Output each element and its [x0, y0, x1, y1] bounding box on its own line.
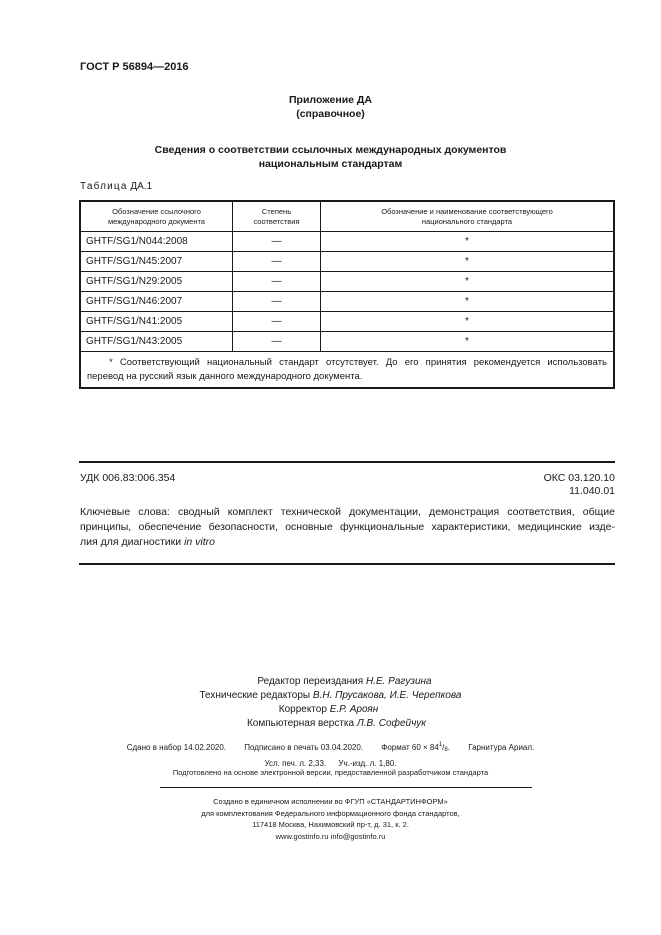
header-col1-line2: международного документа [108, 216, 205, 226]
pub-format-num: 1 [438, 742, 443, 748]
footnote-line-2: перевод на русский язык данного международного документа. [87, 371, 363, 382]
credit-layout [6, 717, 661, 731]
cell-degree: — [233, 252, 321, 272]
imprint-block [0, 796, 661, 842]
email-link[interactable]: info@gostinfo.ru [330, 831, 386, 841]
credit-editor-role: Редактор переиздания [257, 676, 364, 687]
credit-corrector [0, 703, 659, 717]
table-footnote [80, 352, 614, 389]
keywords-block [80, 505, 615, 550]
header-degree [233, 201, 321, 232]
credit-editor [14, 675, 661, 689]
table-row [80, 312, 614, 332]
cell-degree: — [233, 232, 321, 252]
keywords-line-3-italic: in vitro [184, 536, 215, 548]
table-row [80, 232, 614, 252]
pub-format-text: Формат 60 × 84 [381, 743, 439, 752]
section-title [0, 143, 661, 171]
keywords-line-3-text: лия для диагностики [80, 536, 182, 548]
divider-imprint [160, 787, 532, 788]
oks-line-1: ОКС 03.120.10 [543, 472, 615, 484]
udc-code: УДК 006.83:006.354 [80, 472, 176, 484]
section-title-line-1: Сведения о соответствии ссылочных международных документов [154, 144, 507, 156]
footnote-line-1: * Соответствующий национальный стандарт отсутствует. До его принятия рекомендуется использовать [109, 357, 607, 368]
website-link[interactable]: www.gostinfo.ru [275, 831, 329, 841]
cell-degree: — [233, 312, 321, 332]
cell-document: GHTF/SG1/N044:2008 [80, 232, 233, 252]
pub-format-den: 8 [444, 747, 448, 753]
appendix-title: Приложение ДА [289, 94, 372, 106]
publishing-line-1 [0, 738, 661, 757]
header-col3-line2: национального стандарта [421, 216, 513, 226]
cell-document: GHTF/SG1/N41:2005 [80, 312, 233, 332]
credit-corrector-role: Корректор [278, 704, 327, 715]
table-footnote-row [80, 352, 614, 389]
credit-editor-name: Н.Е. Рагузина [365, 676, 432, 687]
header-col1-line1: Обозначение ссылочного [112, 206, 201, 216]
table-caption-word: Таблица [80, 181, 128, 192]
credit-layout-name: Л.В. Софейчук [356, 718, 427, 729]
imprint-line-1: Создано в единичном исполнении во ФГУП «СТАНДАРТИНФОРМ» [213, 797, 448, 806]
header-national-standard [321, 201, 615, 232]
credit-corrector-name: Е.Р. Ароян [329, 704, 379, 715]
pub-publish-sheets: Уч.-изд. л. 1,80. [338, 759, 397, 768]
imprint-line-2: для комплектования Федерального информационного фонда стандартов, [201, 808, 460, 818]
table-header-row [80, 201, 614, 232]
header-col3-line1: Обозначение и наименование соответствующего [381, 206, 553, 216]
table-row [80, 252, 614, 272]
oks-line-2: 11.040.01 [569, 485, 615, 497]
cell-degree: — [233, 272, 321, 292]
cell-standard: * [321, 332, 615, 352]
pub-print-sheets: Усл. печ. л. 2,33. [264, 759, 327, 768]
prepared-note: Подготовлено на основе электронной версии, предоставленной разработчиком стандарта [172, 768, 489, 777]
header-col2-line1: Степень [261, 206, 292, 216]
section-title-line-2: национальным стандартам [258, 158, 403, 170]
pub-font: Гарнитура Ариал. [468, 743, 535, 752]
keywords-line-3 [80, 535, 615, 550]
document-code: ГОСТ Р 56894—2016 [80, 61, 189, 73]
credit-tech-editors [0, 689, 661, 703]
oks-code [440, 472, 615, 498]
credit-tech-role: Технические редакторы [199, 690, 311, 701]
cell-standard: * [321, 272, 615, 292]
table-row [80, 332, 614, 352]
publishing-info [0, 738, 661, 771]
imprint-links [0, 831, 661, 843]
header-reference-document [80, 201, 233, 232]
cell-document: GHTF/SG1/N43:2005 [80, 332, 233, 352]
appendix-heading [0, 93, 661, 121]
pub-format: Формат $60 \times 84^1/_8$. [381, 742, 450, 753]
imprint-line-3: 117418 Москва, Нахимовский пр-т, д. 31, к. 2. [252, 820, 409, 829]
credit-tech-name: В.Н. Прусакова, И.Е. Черепкова [312, 690, 462, 701]
table-row [80, 292, 614, 312]
cell-degree: — [233, 332, 321, 352]
cell-standard: * [321, 232, 615, 252]
cell-standard: * [321, 292, 615, 312]
credits-block [0, 675, 661, 731]
credit-layout-role: Компьютерная верстка [246, 718, 355, 729]
pub-format-end: . [447, 743, 450, 752]
cell-standard: * [321, 252, 615, 272]
table-caption-number: ДА.1 [130, 181, 153, 192]
table-row [80, 272, 614, 292]
cell-standard: * [321, 312, 615, 332]
cell-degree: — [233, 292, 321, 312]
appendix-subtitle: (справочное) [296, 108, 365, 120]
header-col2-line2: соответствия [253, 216, 300, 226]
cell-document: GHTF/SG1/N29:2005 [80, 272, 233, 292]
keywords-line-1: Ключевые слова: сводный комплект технической документации, демонстрация соответствия, общие [80, 506, 615, 518]
pub-set-date: Сдано в набор 14.02.2020. [126, 743, 227, 752]
cell-document: GHTF/SG1/N45:2007 [80, 252, 233, 272]
pub-sign-date: Подписано в печать 03.04.2020. [244, 743, 364, 752]
divider-bottom [79, 563, 615, 565]
keywords-line-2: принципы, обеспечение безопасности, основные функциональные характеристики, медицинские изде- [80, 521, 615, 533]
cell-document: GHTF/SG1/N46:2007 [80, 292, 233, 312]
correspondence-table [79, 200, 615, 389]
divider-top [79, 461, 615, 463]
table-caption [80, 181, 152, 192]
